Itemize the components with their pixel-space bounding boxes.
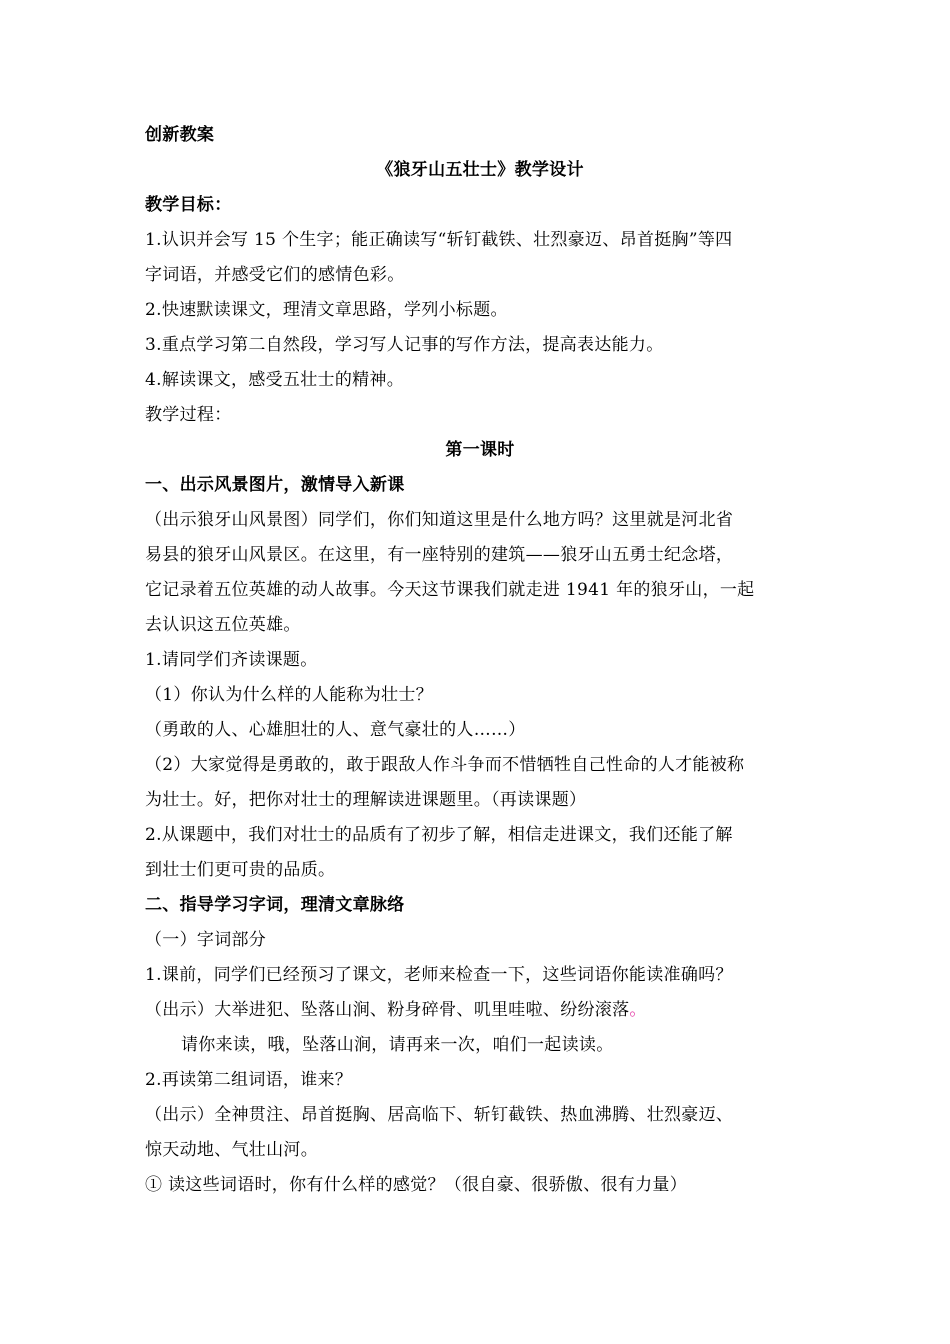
show-1-mark: 。 — [629, 1000, 647, 1020]
section-1-question-1: （1）你认为什么样的人能称为壮士？ — [145, 685, 433, 705]
section-1-question-2-line-2: 为壮士。好，把你对壮士的理解读进课题里。（再读课题） — [145, 790, 587, 810]
section-1-step-1: 1.请同学们齐读课题。 — [145, 650, 318, 670]
section-2-heading: 二、指导学习字词，理清文章脉络 — [145, 895, 405, 915]
section-1-step-2-line-2: 到壮士们更可贵的品质。 — [145, 860, 336, 880]
process-heading: 教学过程： — [145, 405, 232, 425]
section-1-step-2-line-1: 2.从课题中，我们对壮士的品质有了初步了解，相信走进课文，我们还能了解 — [145, 825, 733, 845]
goals-heading: 教学目标： — [145, 195, 232, 215]
document-page — [145, 118, 815, 1203]
goal-2: 2.快速默读课文，理清文章思路，学列小标题。 — [145, 300, 508, 320]
section-1-answer-1: （勇敢的人、心雄胆壮的人、意气豪壮的人……） — [145, 720, 526, 740]
show-1-text: （出示）大举进犯、坠落山涧、粉身碎骨、叽里哇啦、纷纷滚落 — [145, 1000, 630, 1020]
section-1-intro-line-4: 去认识这五位英雄。 — [145, 615, 301, 635]
section-1-intro-line-3: 它记录着五位英雄的动人故事。今天这节课我们就走进 1941 年的狼牙山，一起 — [145, 580, 755, 600]
page-title: 《狼牙山五壮士》教学设计 — [376, 160, 584, 180]
section-1-heading: 一、出示风景图片，激情导入新课 — [145, 475, 405, 495]
lesson-title: 第一课时 — [445, 440, 515, 460]
section-2-subheading: （一）字词部分 — [145, 930, 267, 950]
doc-label: 创新教案 — [145, 125, 215, 145]
goal-1-line-2: 字词语，并感受它们的感情色彩。 — [145, 265, 405, 285]
section-2-show-1 — [145, 993, 815, 1028]
goal-3: 3.重点学习第二自然段，学习写人记事的写作方法，提高表达能力。 — [145, 335, 664, 355]
section-1-intro-line-1: （出示狼牙山风景图）同学们，你们知道这里是什么地方吗？这里就是河北省 — [145, 510, 734, 530]
section-2-show-2-line-2: 惊天动地、气壮山河。 — [145, 1140, 318, 1160]
section-2-circle-1: ① 读这些词语时，你有什么样的感觉？（很自豪、很骄傲、很有力量） — [145, 1175, 688, 1195]
section-1-intro-line-2: 易县的狼牙山风景区。在这里，有一座特别的建筑——狼牙山五勇士纪念塔， — [145, 545, 734, 565]
goal-4: 4.解读课文，感受五壮士的精神。 — [145, 370, 405, 390]
section-2-show-2-line-1: （出示）全神贯注、昂首挺胸、居高临下、斩钉截铁、热血沸腾、壮烈豪迈、 — [145, 1105, 734, 1125]
goal-1-line-1: 1.认识并会写 15 个生字；能正确读写“斩钉截铁、壮烈豪迈、昂首挺胸”等四 — [145, 230, 733, 250]
section-2-prompt: 请你来读，哦，坠落山涧，请再来一次，咱们一起读读。 — [181, 1035, 614, 1055]
section-2-step-2: 2.再读第二组词语，谁来？ — [145, 1070, 353, 1090]
section-1-question-2-line-1: （2）大家觉得是勇敢的，敢于跟敌人作斗争而不惜牺牲自己性命的人才能被称 — [145, 755, 745, 775]
section-2-step-1: 1.课前，同学们已经预习了课文，老师来检查一下，这些词语你能读准确吗？ — [145, 965, 733, 985]
